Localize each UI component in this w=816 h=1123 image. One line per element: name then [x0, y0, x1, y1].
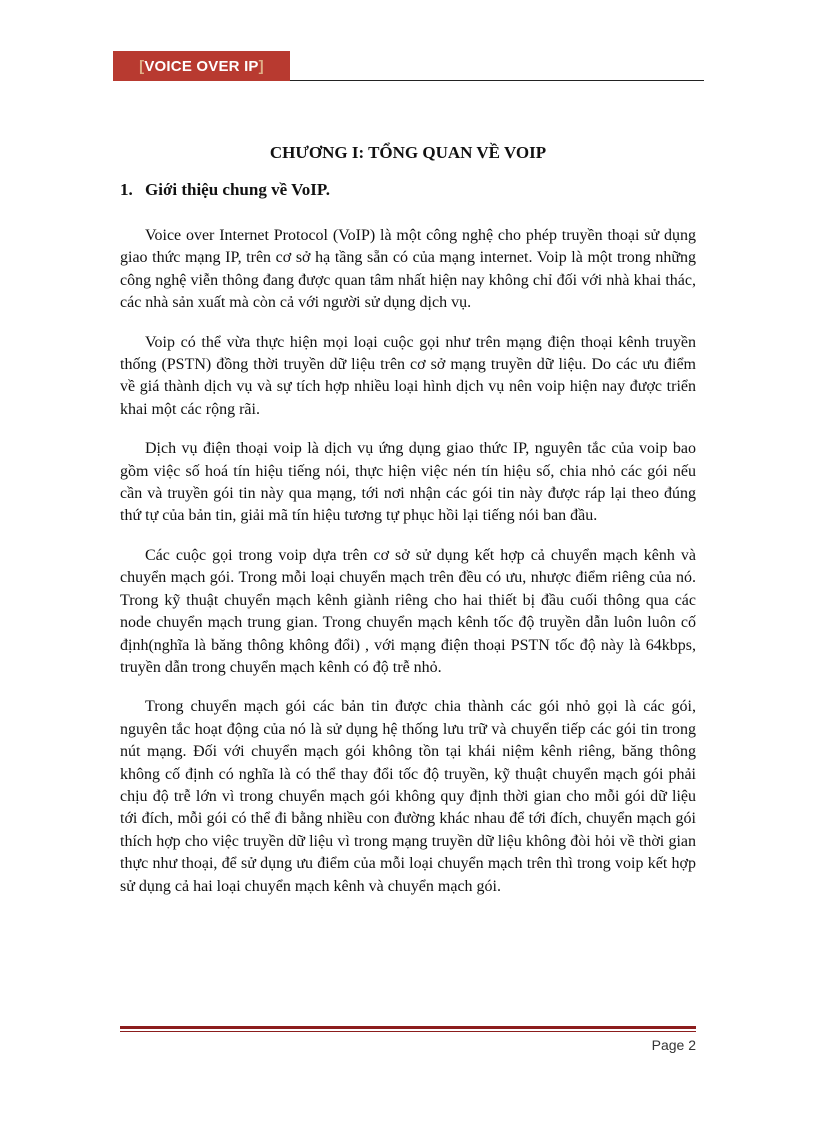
- page-number: Page 2: [651, 1037, 696, 1053]
- paragraph: Các cuộc gọi trong voip dựa trên cơ sở sử dụng kết hợp cả chuyển mạch kênh và chuyển mạch gói. Trong mỗi loại chuyển mạch trên đều có ưu, nhược điểm riêng của nó. Trong kỹ thuật chuyển mạch kênh giành riêng cho hai thiết bị đầu cuối thông qua các node chuyển mạch trung gian. Trong chuyển mạch kênh tốc độ truyền dẫn luôn luôn cố định(nghĩa là băng thông không đổi) , với mạng điện thoại PSTN tốc độ này là 64kbps, truyền dẫn trong chuyển mạch kênh có độ trễ nhỏ.: [120, 546, 696, 676]
- section-title: Giới thiệu chung về VoIP.: [145, 180, 330, 199]
- header-rule: [290, 80, 704, 81]
- document-header-title: [113, 51, 290, 81]
- footer-rule-thick: [120, 1026, 696, 1029]
- header-title-text: VOICE OVER IP: [144, 57, 259, 75]
- chapter-title: CHƯƠNG I: TỔNG QUAN VỀ VOIP: [269, 143, 547, 162]
- section-heading: [120, 180, 330, 200]
- paragraph: Voip có thể vừa thực hiện mọi loại cuộc gọi như trên mạng điện thoại kênh truyền thống (PSTN) đồng thời truyền dữ liệu trên cơ sở mạng truyền dữ liệu. Do các ưu điểm về giá thành dịch vụ và sự tích hợp nhiều loại hình dịch vụ nên voip hiện nay được triển khai một các rộng rãi.: [120, 333, 696, 418]
- section-number: 1.: [120, 180, 133, 199]
- paragraph: Dịch vụ điện thoại voip là dịch vụ ứng dụng giao thức IP, nguyên tắc của voip bao gồm việc số hoá tín hiệu tiếng nói, thực hiện việc nén tín hiệu số, chia nhỏ các gói nếu cần và truyền gói tin này qua mạng, tới nơi nhận các gói tin này được ráp lại theo đúng thứ tự của bản tin, giải mã tín hiệu tương tự phục hồi lại tiếng nói ban đầu.: [120, 440, 696, 525]
- footer-rule-thin: [120, 1031, 696, 1032]
- body-text: [120, 225, 696, 915]
- header-bracket-close: ]: [258, 57, 264, 75]
- paragraph: Voice over Internet Protocol (VoIP) là một công nghệ cho phép truyền thoại sử dụng giao thức mạng IP, trên cơ sở hạ tầng sẵn có của mạng internet. Voip là một trong những công nghệ viễn thông đang được quan tâm nhất hiện nay không chỉ đối với nhà khai thác, các nhà sản xuất mà còn cả với người sử dụng dịch vụ.: [120, 227, 696, 312]
- paragraph: Trong chuyển mạch gói các bản tin được chia thành các gói nhỏ gọi là các gói, nguyên tắc hoạt động của nó là sử dụng hệ thống lưu trữ và chuyển tiếp các gói tin trong nút mạng. Đối với chuyển mạch gói không tồn tại khái niệm kênh riêng, băng thông không cố định có nghĩa là có thể thay đổi tốc độ truyền, kỹ thuật chuyển mạch gói phải chịu độ trễ lớn vì trong chuyển mạch gói không quy định thời gian cho mỗi gói dữ liệu tới đích, mỗi gói có thể đi bằng nhiều con đường khác nhau để tới đích, chuyển mạch gói thích hợp cho việc truyền dữ liệu vì trong mạng truyền dữ liệu không đòi hỏi về thời gian thực như thoại, để sử dụng ưu điểm của mỗi loại chuyển mạch trên thì trong voip kết hợp sử dụng cả hai loại chuyển mạch kênh và chuyển mạch gói.: [120, 698, 696, 895]
- header-bracket-open: [: [139, 57, 145, 75]
